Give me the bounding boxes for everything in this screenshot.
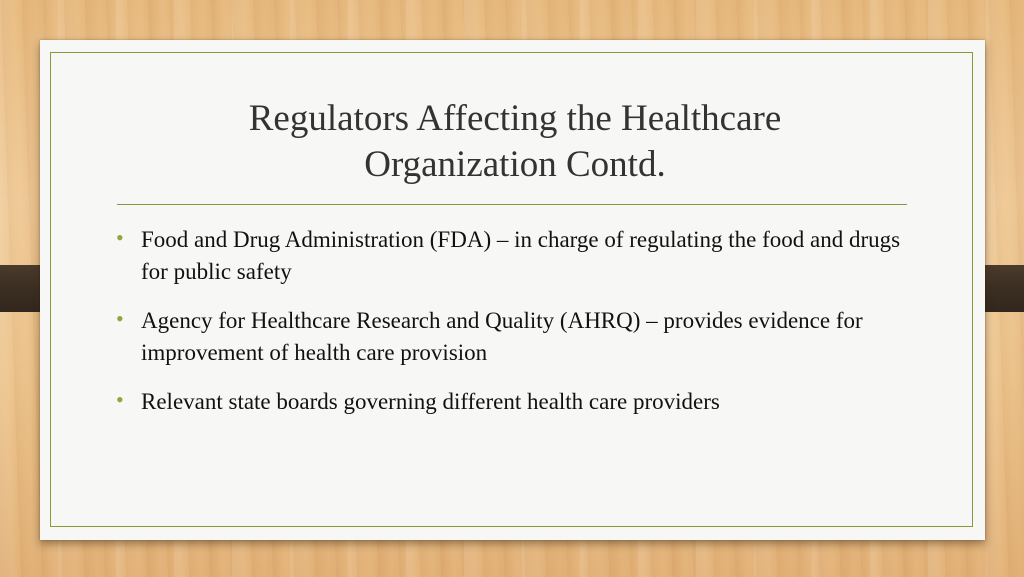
bullet-text: Relevant state boards governing different health care providers (141, 389, 720, 414)
bullet-item (116, 224, 926, 288)
bullet-item (116, 305, 926, 369)
bullet-dot-icon: • (116, 387, 124, 412)
bullet-item (116, 386, 926, 418)
bullet-dot-icon: • (116, 225, 124, 250)
bullet-dot-icon: • (116, 306, 124, 331)
bullet-text: Food and Drug Administration (FDA) – in charge of regulating the food and drugs for public safety (141, 227, 901, 284)
slide (40, 40, 985, 540)
slide-title (100, 96, 930, 188)
title-divider (117, 204, 907, 205)
bullet-text: Agency for Healthcare Research and Quality (AHRQ) – provides evidence for improvement of health care provision (141, 308, 863, 365)
slide-title-line-1: Regulators Affecting the Healthcare (248, 98, 782, 139)
bullet-list (116, 224, 926, 435)
slide-title-line-2: Organization Contd. (364, 144, 666, 185)
